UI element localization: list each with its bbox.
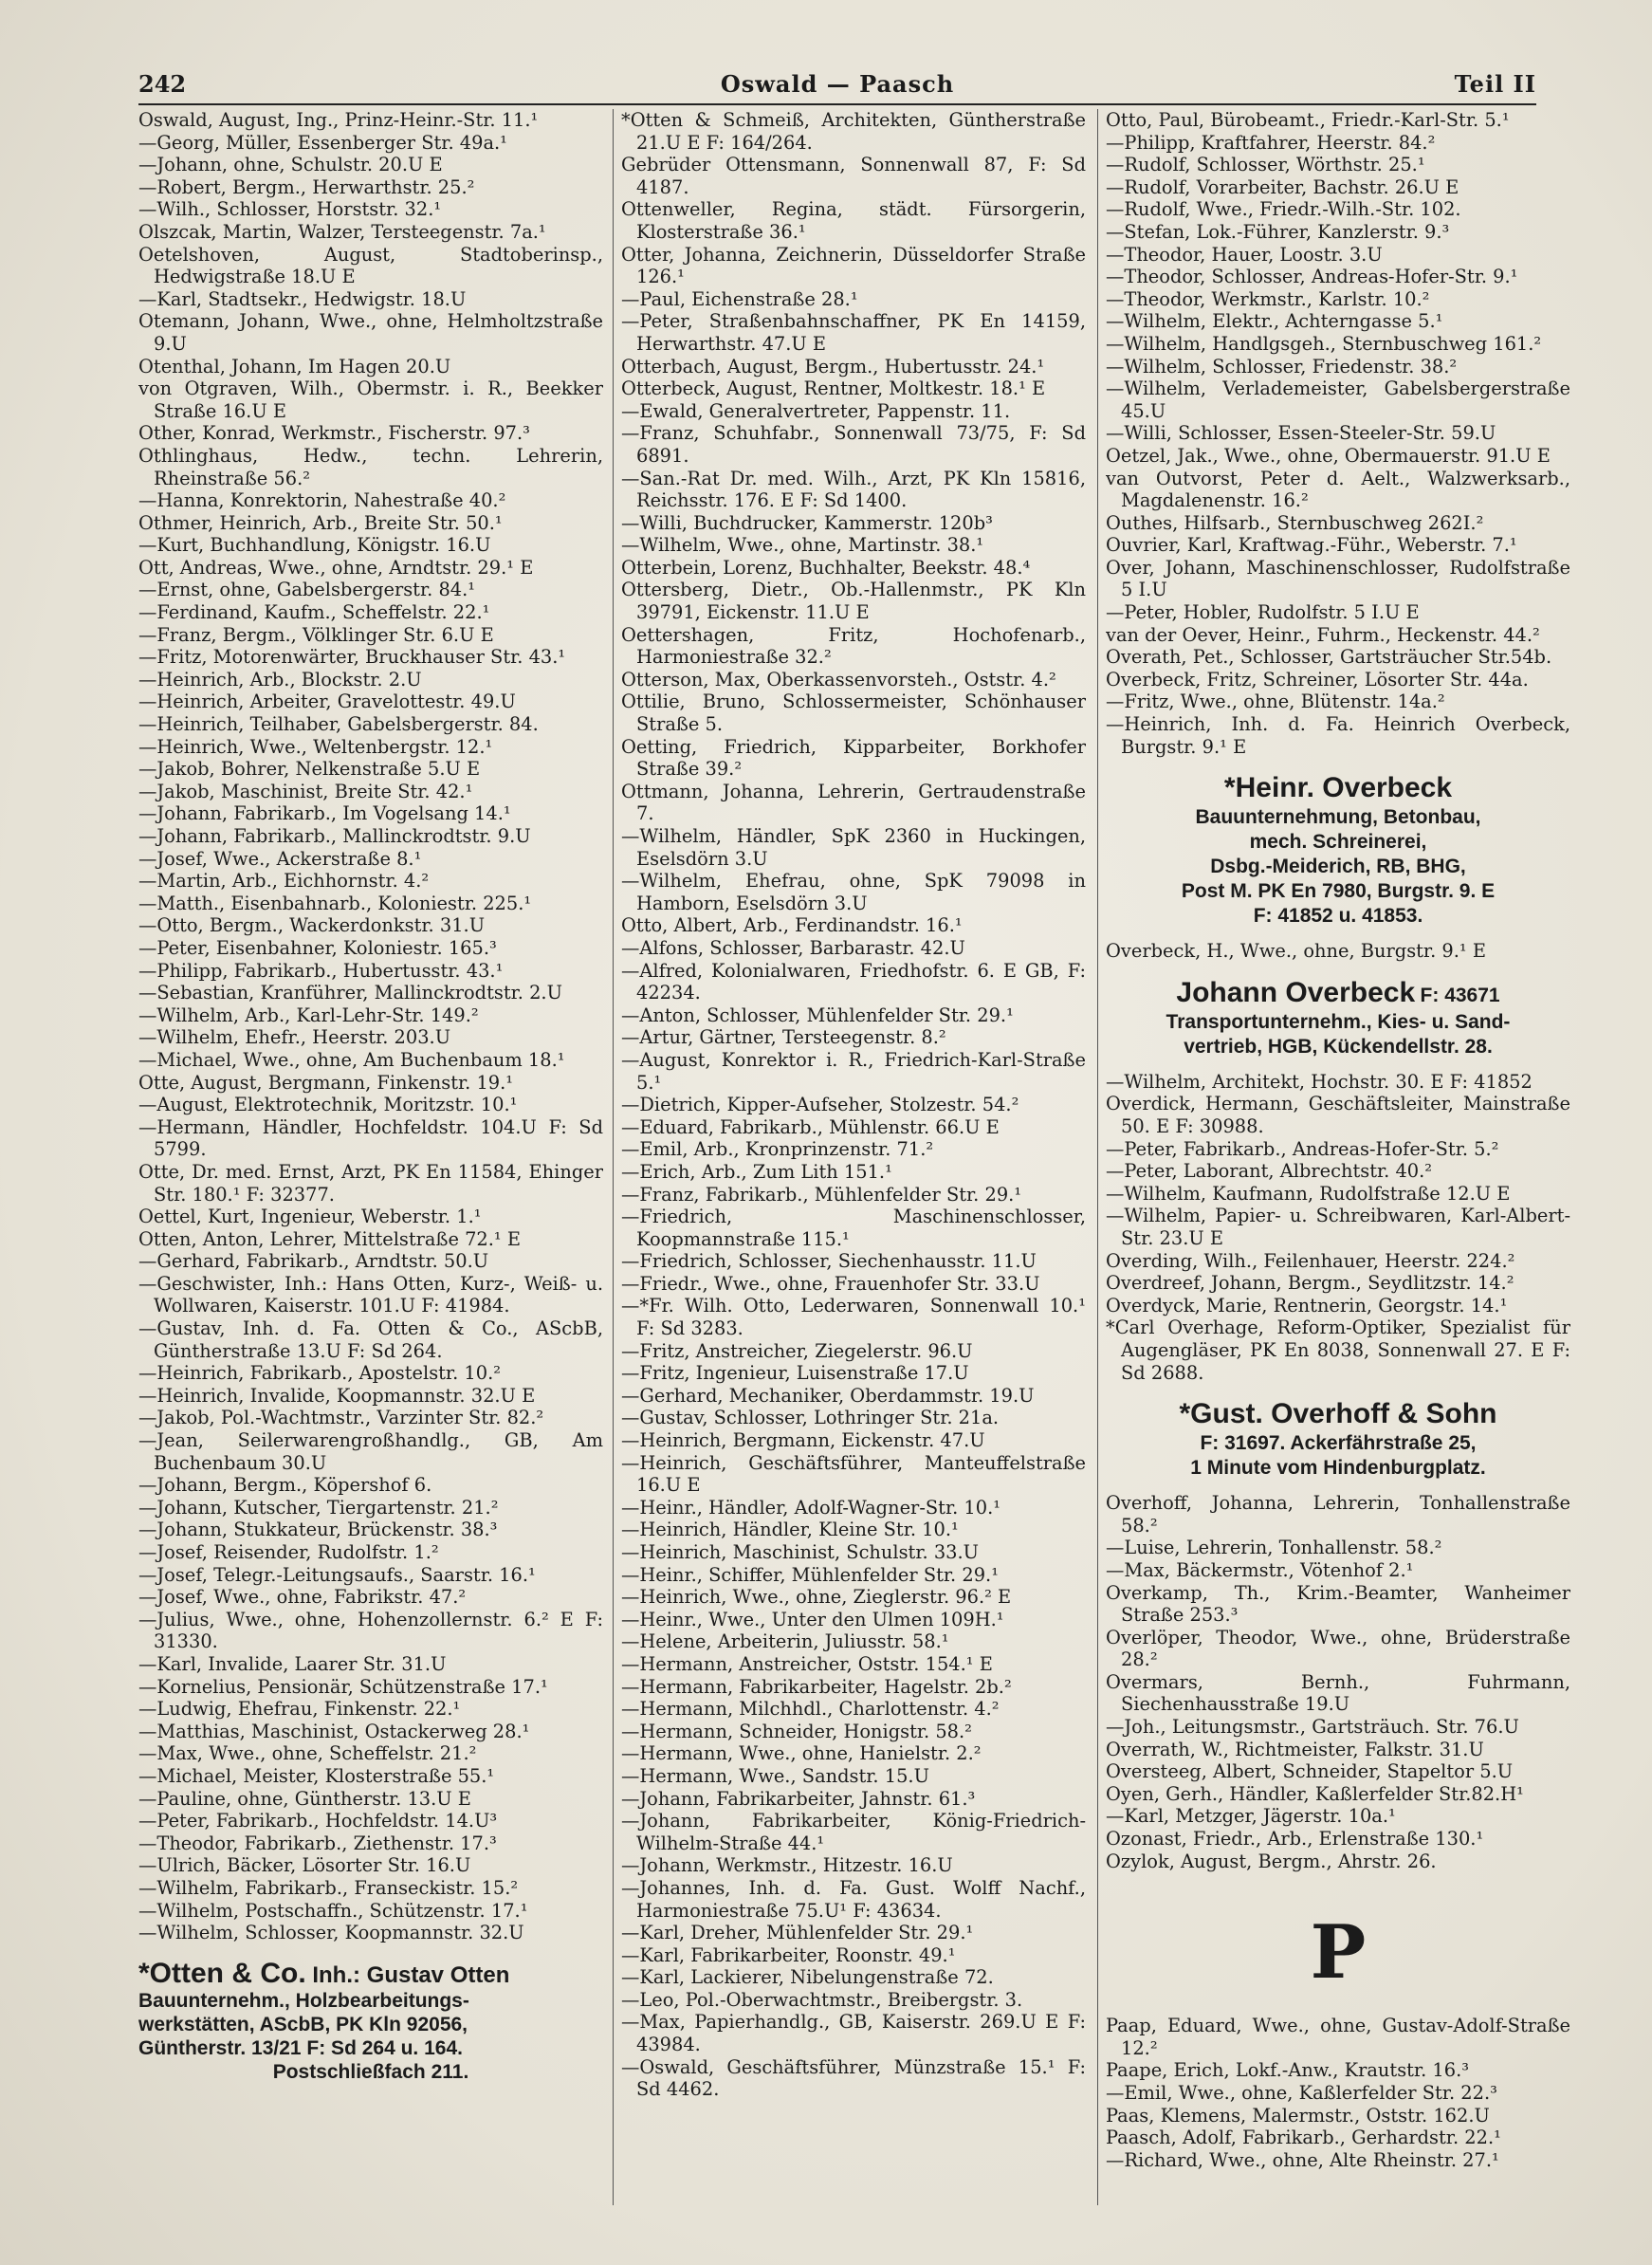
advert-line: werkstätten, AScbB, PK Kln 92056, xyxy=(138,2013,468,2035)
directory-entry: Ottilie, Bruno, Schlossermeister, Schönhauser Straße 5. xyxy=(621,691,1086,736)
directory-entry: —Heinrich, Invalide, Koopmannstr. 32.U E xyxy=(138,1384,536,1407)
directory-entry: Outhes, Hilfsarb., Sternbuschweg 262I.² xyxy=(1106,511,1484,534)
advert-line: F: 41852 u. 41853. xyxy=(1253,905,1423,928)
directory-entry: —Max, Wwe., ohne, Scheffelstr. 21.² xyxy=(138,1742,477,1765)
directory-entry: —Max, Bäckermstr., Vötenhof 2.¹ xyxy=(1106,1558,1414,1581)
directory-entry: —Gerhard, Mechaniker, Oberdammstr. 19.U xyxy=(621,1384,1035,1407)
directory-entry: —Peter, Eisenbahner, Koloniestr. 165.³ xyxy=(138,936,497,959)
directory-entry: —Josef, Reisender, Rudolfstr. 1.² xyxy=(138,1541,439,1563)
directory-entry: —Heinrich, Teilhaber, Gabelsbergerstr. 84. xyxy=(138,713,539,736)
directory-entry: —Robert, Bergm., Herwarthstr. 25.² xyxy=(138,175,475,198)
directory-entry: —Wilhelm, Ehefrau, ohne, SpK 79098 in Hamborn, Eselsdörn 3.U xyxy=(621,870,1086,914)
directory-entry: —Gustav, Schlosser, Lothringer Str. 21a. xyxy=(621,1407,1000,1429)
directory-entry: —Hermann, Händler, Hochfeldstr. 104.U F: Sd 5799. xyxy=(138,1115,603,1161)
advert-line: Bauunternehmung, Betonbau, xyxy=(1195,806,1481,829)
directory-entry: —Julius, Wwe., ohne, Hohenzollernstr. 6.² E F: 31330. xyxy=(138,1608,603,1653)
directory-entry: —Franz, Fabrikarb., Mühlenfelder Str. 29.¹ xyxy=(621,1183,1022,1206)
directory-entry: —Kornelius, Pensionär, Schützenstraße 17.¹ xyxy=(138,1675,548,1698)
advert-overhoff-sohn xyxy=(1106,1397,1570,1481)
directory-entry: —Luise, Lehrerin, Tonhallenstr. 58.² xyxy=(1106,1537,1442,1559)
directory-entry: Ottmann, Johanna, Lehrerin, Gertraudenstraße 7. xyxy=(621,780,1086,825)
directory-entry: —Helene, Arbeiterin, Juliusstr. 58.¹ xyxy=(621,1630,949,1653)
entry-list xyxy=(138,109,603,1944)
directory-entry: Paape, Erich, Lokf.-Anw., Krautstr. 16.³ xyxy=(1106,2059,1470,2082)
header-rule xyxy=(138,103,1536,105)
directory-entry: —Fritz, Anstreicher, Ziegelerstr. 96.U xyxy=(621,1339,973,1362)
directory-entry: —Friedrich, Maschinenschlosser, Koopmannstraße 115.¹ xyxy=(621,1206,1086,1250)
directory-entry: —Oswald, Geschäftsführer, Münzstraße 15.¹ F: Sd 4462. xyxy=(621,2055,1086,2101)
directory-entry: —Fritz, Motorenwärter, Bruckhauser Str. 43.¹ xyxy=(138,646,566,669)
directory-entry: Otten, Anton, Lehrer, Mittelstraße 72.¹ E xyxy=(138,1227,522,1250)
directory-entry: —Franz, Schuhfabr., Sonnenwall 73/75, F: Sd 6891. xyxy=(621,422,1086,467)
directory-entry: —Heinr., Schiffer, Mühlenfelder Str. 29.¹ xyxy=(621,1563,999,1586)
directory-entry: Overdick, Hermann, Geschäftsleiter, Mainstraße 50. E F: 30988. xyxy=(1106,1093,1570,1137)
directory-entry: —Theodor, Werkmstr., Karlstr. 10.² xyxy=(1106,287,1430,310)
directory-entry: —Friedrich, Schlosser, Siechenhausstr. 11.U xyxy=(621,1250,1037,1273)
directory-entry: van Outvorst, Peter d. Aelt., Walzwerksarb., Magdalenenstr. 16.² xyxy=(1106,467,1570,512)
directory-entry: —Wilhelm, Schlosser, Koopmannstr. 32.U xyxy=(138,1922,524,1944)
directory-entry: *Carl Overhage, Reform-Optiker, Spezialist für Augengläser, PK En 8038, Sonnenwall 27. E F: Sd 2688. xyxy=(1106,1317,1570,1384)
directory-entry: Overrath, W., Richtmeister, Falkstr. 31.U xyxy=(1106,1738,1484,1760)
directory-entry: —Peter, Straßenbahnschaffner, PK En 14159, Herwarthstr. 47.U E xyxy=(621,310,1086,355)
directory-entry: Overmars, Bernh., Fuhrmann, Siechenhausstraße 19.U xyxy=(1106,1670,1570,1716)
column-2 xyxy=(621,109,1086,2215)
directory-entry: —Wilhelm, Schlosser, Friedenstr. 38.² xyxy=(1106,355,1458,378)
directory-entry: Overdyck, Marie, Rentnerin, Georgstr. 14.¹ xyxy=(1106,1294,1508,1317)
advert-title: Johann Overbeck xyxy=(1176,976,1416,1008)
directory-entry: —Eduard, Fabrikarb., Mühlenstr. 66.U E xyxy=(621,1115,1000,1138)
directory-entry: Over, Johann, Maschinenschlosser, Rudolfstraße 5 I.U xyxy=(1106,556,1570,601)
directory-entry: —Heinrich, Wwe., Weltenbergstr. 12.¹ xyxy=(138,735,493,758)
directory-entry: —Pauline, ohne, Güntherstr. 13.U E xyxy=(138,1787,471,1810)
advert-line: 1 Minute vom Hindenburgplatz. xyxy=(1190,1457,1486,1480)
directory-entry: —Artur, Gärtner, Tersteegenstr. 8.² xyxy=(621,1026,946,1049)
column-divider xyxy=(1097,109,1098,2205)
directory-entry: —Anton, Schlosser, Mühlenfelder Str. 29.¹ xyxy=(621,1004,1014,1026)
page-number: 242 xyxy=(138,70,187,98)
advert-johann-overbeck xyxy=(1106,976,1570,1059)
directory-entry: Otter, Johanna, Zeichnerin, Düsseldorfer Straße 126.¹ xyxy=(621,243,1086,288)
directory-entry: —Peter, Laborant, Albrechtstr. 40.² xyxy=(1106,1160,1433,1183)
directory-entry: —Heinrich, Inh. d. Fa. Heinrich Overbeck, Burgstr. 9.¹ E xyxy=(1106,713,1570,758)
directory-entry: —Gustav, Inh. d. Fa. Otten & Co., AScbB, Güntherstraße 13.U F: Sd 264. xyxy=(138,1317,603,1362)
directory-entry: —Johann, Fabrikarb., Mallinckrodtstr. 9.U xyxy=(138,825,531,847)
directory-entry: —Heinr., Händler, Adolf-Wagner-Str. 10.¹ xyxy=(621,1496,1001,1519)
directory-entry: Otterbein, Lorenz, Buchhalter, Beekstr. 48.⁴ xyxy=(621,556,1031,579)
directory-entry: Overlöper, Theodor, Wwe., ohne, Brüderstraße 28.² xyxy=(1106,1626,1570,1671)
directory-entry: —Georg, Müller, Essenberger Str. 49a.¹ xyxy=(138,131,507,154)
directory-entry: —Johann, Bergm., Köpershof 6. xyxy=(138,1474,432,1497)
directory-entry: —Emil, Arb., Kronprinzenstr. 71.² xyxy=(621,1138,934,1161)
advert-line: vertrieb, HGB, Kückendellstr. 28. xyxy=(1184,1035,1493,1058)
advert-line: Güntherstr. 13/21 F: Sd 264 u. 164. xyxy=(138,2036,463,2059)
directory-entry: —Ludwig, Ehefrau, Finkenstr. 22.¹ xyxy=(138,1698,461,1721)
directory-entry: —Johann, Fabrikarbeiter, Jahnstr. 61.³ xyxy=(621,1787,976,1810)
directory-entry: —Karl, Lackierer, Nibelungenstraße 72. xyxy=(621,1966,994,1989)
directory-entry: —Wilhelm, Elektr., Achterngasse 5.¹ xyxy=(1106,310,1443,333)
directory-entry: van der Oever, Heinr., Fuhrm., Heckenstr. 44.² xyxy=(1106,623,1540,646)
directory-entry: *Otten & Schmeiß, Architekten, Güntherstraße 21.U E F: 164/264. xyxy=(621,109,1086,154)
directory-entry: —Johann, Fabrikarbeiter, König-Friedrich-Wilhelm-Straße 44.¹ xyxy=(621,1810,1086,1854)
directory-entry: —Stefan, Lok.-Führer, Kanzlerstr. 9.³ xyxy=(1106,220,1450,243)
advert-heinr-overbeck xyxy=(1106,771,1570,929)
header-range: Oswald — Paasch xyxy=(720,70,955,98)
directory-entry: —Wilh., Schlosser, Horststr. 32.¹ xyxy=(138,198,442,221)
directory-entry: —Jean, Seilerwarengroßhandlg., GB, Am Buchenbaum 30.U xyxy=(138,1429,603,1474)
directory-entry: Overding, Wilh., Feilenhauer, Heerstr. 224.² xyxy=(1106,1249,1515,1272)
advert-line: Transportunternehm., Kies- u. Sand- xyxy=(1166,1010,1511,1033)
directory-entry: —Alfred, Kolonialwaren, Friedhofstr. 6. E GB, F: 42234. xyxy=(621,959,1086,1004)
directory-entry: Overkamp, Th., Krim.-Beamter, Wanheimer Straße 253.³ xyxy=(1106,1581,1570,1627)
directory-entry: —Heinrich, Wwe., ohne, Zieglerstr. 96.² E xyxy=(621,1586,1012,1609)
directory-entry: —Ernst, ohne, Gabelsbergerstr. 84.¹ xyxy=(138,579,476,601)
directory-entry: Oswald, August, Ing., Prinz-Heinr.-Str. 11.¹ xyxy=(138,109,539,131)
directory-entry: —Heinrich, Fabrikarb., Apostelstr. 10.² xyxy=(138,1362,502,1385)
directory-entry: —Heinrich, Maschinist, Schulstr. 33.U xyxy=(621,1541,979,1563)
directory-entry: —Jakob, Maschinist, Breite Str. 42.¹ xyxy=(138,780,473,802)
directory-entry: —Hermann, Wwe., ohne, Hanielstr. 2.² xyxy=(621,1742,982,1765)
directory-entry: Othlinghaus, Hedw., techn. Lehrerin, Rheinstraße 56.² xyxy=(138,444,603,489)
directory-entry: —Hermann, Schneider, Honigstr. 58.² xyxy=(621,1720,972,1742)
advert-phone: F: 43671 xyxy=(1420,984,1500,1006)
directory-entry: —Fritz, Ingenieur, Luisenstraße 17.U xyxy=(621,1362,969,1385)
directory-entry: Overbeck, H., Wwe., ohne, Burgstr. 9.¹ E xyxy=(1106,940,1486,963)
directory-entry: —Fritz, Wwe., ohne, Blütenstr. 14a.² xyxy=(1106,691,1445,713)
entry-list xyxy=(621,109,1086,2101)
entry-list xyxy=(1106,1071,1570,1384)
directory-entry: —Karl, Fabrikarbeiter, Roonstr. 49.¹ xyxy=(621,1943,956,1966)
directory-entry: —Heinrich, Geschäftsführer, Manteuffelstraße 16.U E xyxy=(621,1451,1086,1497)
directory-entry: —Willi, Buchdrucker, Kammerstr. 120b³ xyxy=(621,511,993,534)
directory-entry: —Hanna, Konrektorin, Nahestraße 40.² xyxy=(138,489,506,512)
directory-entry: —San.-Rat Dr. med. Wilh., Arzt, PK Kln 15816, Reichsstr. 176. E F: Sd 1400. xyxy=(621,467,1086,512)
directory-entry: —Wilhelm, Händler, SpK 2360 in Huckingen, Eselsdörn 3.U xyxy=(621,825,1086,870)
directory-entry: —Rudolf, Wwe., Friedr.-Wilh.-Str. 102. xyxy=(1106,198,1461,221)
directory-entry: Ottenweller, Regina, städt. Fürsorgerin, Klosterstraße 36.¹ xyxy=(621,198,1086,243)
directory-entry: —Theodor, Hauer, Loostr. 3.U xyxy=(1106,243,1383,266)
entry-list xyxy=(1106,2015,1570,2171)
directory-entry: —Philipp, Kraftfahrer, Heerstr. 84.² xyxy=(1106,131,1436,154)
directory-entry: —Johannes, Inh. d. Fa. Gust. Wolff Nachf., Harmoniestraße 75.U¹ F: 43634. xyxy=(621,1876,1086,1922)
directory-entry: —Richard, Wwe., ohne, Alte Rheinstr. 27.¹ xyxy=(1106,2148,1499,2171)
directory-entry: —Hermann, Anstreicher, Oststr. 154.¹ E xyxy=(621,1652,993,1675)
directory-entry: —Wilhelm, Verlademeister, Gabelsbergerstraße 45.U xyxy=(1106,378,1570,422)
directory-entry: —Max, Papierhandlg., GB, Kaiserstr. 269.U E F: 43984. xyxy=(621,2011,1086,2056)
directory-entry: —Matthias, Maschinist, Ostackerweg 28.¹ xyxy=(138,1720,530,1742)
directory-entry: —Ferdinand, Kaufm., Scheffelstr. 22.¹ xyxy=(138,601,490,624)
directory-entry: —Martin, Arb., Eichhornstr. 4.² xyxy=(138,870,430,893)
directory-entry: —Peter, Fabrikarb., Andreas-Hofer-Str. 5.² xyxy=(1106,1137,1499,1160)
directory-entry: —Theodor, Fabrikarb., Ziethenstr. 17.³ xyxy=(138,1832,497,1854)
directory-entry: Otterson, Max, Oberkassenvorsteh., Oststr. 4.² xyxy=(621,668,1056,691)
directory-entry: —Wilhelm, Papier- u. Schreibwaren, Karl-Albert-Str. 23.U E xyxy=(1106,1205,1570,1249)
directory-entry: —Gerhard, Fabrikarb., Arndtstr. 50.U xyxy=(138,1250,489,1273)
directory-entry: —Wilhelm, Arb., Karl-Lehr-Str. 149.² xyxy=(138,1004,479,1026)
directory-entry: Overbeck, Fritz, Schreiner, Lösorter Str. 44a. xyxy=(1106,668,1529,691)
directory-entry: Ott, Andreas, Wwe., ohne, Arndtstr. 29.¹ E xyxy=(138,556,534,579)
directory-entry: —Theodor, Schlosser, Andreas-Hofer-Str. 9.¹ xyxy=(1106,266,1518,288)
directory-entry: —Ewald, Generalvertreter, Pappenstr. 11. xyxy=(621,399,1011,422)
directory-entry: —Matth., Eisenbahnarb., Koloniestr. 225.¹ xyxy=(138,892,532,914)
directory-entry: —Sebastian, Kranführer, Mallinckrodtstr. 2.U xyxy=(138,982,562,1004)
column-1 xyxy=(138,109,603,2215)
directory-entry: —Johann, Stukkateur, Brückenstr. 38.³ xyxy=(138,1519,498,1541)
directory-entry: Olszcak, Martin, Walzer, Tersteegenstr. 7a.¹ xyxy=(138,220,546,243)
advert-line: mech. Schreinerei, xyxy=(1249,831,1427,854)
directory-entry: —Johann, Kutscher, Tiergartenstr. 21.² xyxy=(138,1496,499,1519)
directory-entry: —Peter, Fabrikarb., Hochfeldstr. 14.U³ xyxy=(138,1810,498,1832)
directory-entry: —Franz, Bergm., Völklinger Str. 6.U E xyxy=(138,623,494,646)
directory-entry: Ottersberg, Dietr., Ob.-Hallenmstr., PK Kln 39791, Eickenstr. 11.U E xyxy=(621,579,1086,624)
directory-entry: —August, Konrektor i. R., Friedrich-Karl-Straße 5.¹ xyxy=(621,1048,1086,1094)
directory-entry: —Heinrich, Arbeiter, Gravelottestr. 49.U xyxy=(138,691,516,713)
directory-entry: —August, Elektrotechnik, Moritzstr. 10.¹ xyxy=(138,1094,518,1116)
directory-entry: Otterbach, August, Bergm., Hubertusstr. 24.¹ xyxy=(621,355,1045,378)
directory-entry: —Wilhelm, Postschaffn., Schützenstr. 17.¹ xyxy=(138,1899,528,1922)
directory-entry: Ouvrier, Karl, Kraftwag.-Führ., Weberstr. 7.¹ xyxy=(1106,534,1517,557)
directory-entry: —Philipp, Fabrikarb., Hubertusstr. 43.¹ xyxy=(138,959,504,982)
directory-entry: —Wilhelm, Fabrikarb., Franseckistr. 15.² xyxy=(138,1876,519,1899)
directory-entry: Ozonast, Friedr., Arb., Erlenstraße 130.¹ xyxy=(1106,1828,1484,1851)
directory-entry: —Dietrich, Kipper-Aufseher, Stolzestr. 54.² xyxy=(621,1094,1019,1116)
directory-entry: —Jakob, Pol.-Wachtmstr., Varzinter Str. 82.² xyxy=(138,1407,544,1429)
directory-entry: Ozylok, August, Bergm., Ahrstr. 26. xyxy=(1106,1850,1437,1872)
directory-entry: Oetelshoven, August, Stadtoberinsp., Hedwigstraße 18.U E xyxy=(138,243,603,288)
directory-entry: Oettershagen, Fritz, Hochofenarb., Harmoniestraße 32.² xyxy=(621,623,1086,669)
directory-entry: Otto, Albert, Arb., Ferdinandstr. 16.¹ xyxy=(621,914,963,937)
column-3 xyxy=(1106,109,1570,2215)
entry-list xyxy=(1106,940,1570,963)
directory-entry: Paap, Eduard, Wwe., ohne, Gustav-Adolf-Straße 12.² xyxy=(1106,2015,1570,2059)
entry-list xyxy=(1106,1492,1570,1872)
directory-entry: Otto, Paul, Bürobeamt., Friedr.-Karl-Str. 5.¹ xyxy=(1106,109,1510,131)
advert-title: *Gust. Overhoff & Sohn xyxy=(1179,1398,1497,1430)
directory-entry: —Peter, Hobler, Rudolfstr. 5 I.U E xyxy=(1106,601,1420,624)
directory-entry: —Heinrich, Bergmann, Eickenstr. 47.U xyxy=(621,1429,985,1452)
directory-entry: —Hermann, Wwe., Sandstr. 15.U xyxy=(621,1764,929,1787)
directory-entry: —*Fr. Wilh. Otto, Lederwaren, Sonnenwall 10.¹ F: Sd 3283. xyxy=(621,1295,1086,1340)
directory-entry: —Johann, ohne, Schulstr. 20.U E xyxy=(138,154,443,176)
directory-entry: Oetting, Friedrich, Kipparbeiter, Borkhofer Straße 39.² xyxy=(621,735,1086,781)
directory-entry: —Michael, Meister, Klosterstraße 55.¹ xyxy=(138,1764,495,1787)
directory-entry: —Kurt, Buchhandlung, Königstr. 16.U xyxy=(138,534,491,557)
directory-entry: Otterbeck, August, Rentner, Moltkestr. 18.¹ E xyxy=(621,378,1046,400)
directory-entry: Oettel, Kurt, Ingenieur, Weberstr. 1.¹ xyxy=(138,1206,482,1228)
directory-entry: —Joh., Leitungsmstr., Gartsträuch. Str. 76.U xyxy=(1106,1716,1519,1739)
directory-entry: —Hermann, Fabrikarbeiter, Hagelstr. 2b.² xyxy=(621,1675,1012,1698)
directory-entry: —Wilhelm, Ehefr., Heerstr. 203.U xyxy=(138,1026,451,1049)
page-header xyxy=(138,64,1536,108)
directory-entry: —Ulrich, Bäcker, Lösorter Str. 16.U xyxy=(138,1854,471,1877)
advert-name: *Otten & Co. xyxy=(138,1957,306,1989)
advert-line: Postschließfach 211. xyxy=(272,2060,469,2083)
directory-entry: —Leo, Pol.-Oberwachtmstr., Breibergstr. 3. xyxy=(621,1988,1023,2011)
directory-entry: —Rudolf, Vorarbeiter, Bachstr. 26.U E xyxy=(1106,175,1459,198)
directory-entry: —Josef, Wwe., ohne, Fabrikstr. 47.² xyxy=(138,1586,467,1609)
directory-entry: Gebrüder Ottensmann, Sonnenwall 87, F: Sd 4187. xyxy=(621,154,1086,198)
advert-line: Bauunternehm., Holzbearbeitungs- xyxy=(138,1989,469,2012)
directory-entry: —Karl, Metzger, Jägerstr. 10a.¹ xyxy=(1106,1805,1396,1828)
advert-otten-co xyxy=(138,1957,603,2084)
directory-entry: —Josef, Wwe., Ackerstraße 8.¹ xyxy=(138,847,422,870)
directory-entry: —Karl, Invalide, Laarer Str. 31.U xyxy=(138,1652,447,1675)
directory-entry: —Erich, Arb., Zum Lith 151.¹ xyxy=(621,1160,892,1183)
directory-entry: —Heinrich, Händler, Kleine Str. 10.¹ xyxy=(621,1519,959,1541)
entry-list xyxy=(1106,109,1570,758)
directory-entry: —Johann, Werkmstr., Hitzestr. 16.U xyxy=(621,1854,953,1877)
directory-entry: —Willi, Schlosser, Essen-Steeler-Str. 59.U xyxy=(1106,422,1496,445)
directory-entry: —Michael, Wwe., ohne, Am Buchenbaum 18.¹ xyxy=(138,1048,565,1071)
directory-entry: —Wilhelm, Architekt, Hochstr. 30. E F: 41852 xyxy=(1106,1070,1533,1093)
directory-entry: —Johann, Fabrikarb., Im Vogelsang 14.¹ xyxy=(138,802,511,825)
directory-entry: Othmer, Heinrich, Arb., Breite Str. 50.¹ xyxy=(138,511,503,534)
section-letter: P xyxy=(1310,1909,1367,1997)
directory-entry: Otte, August, Bergmann, Finkenstr. 19.¹ xyxy=(138,1071,514,1094)
directory-entry: —Paul, Eichenstraße 28.¹ xyxy=(621,287,858,310)
directory-entry: Overdreef, Johann, Bergm., Seydlitzstr. 14.² xyxy=(1106,1272,1514,1295)
directory-entry: —Heinr., Wwe., Unter den Ulmen 109H.¹ xyxy=(621,1608,1004,1630)
directory-entry: Otenthal, Johann, Im Hagen 20.U xyxy=(138,355,451,378)
directory-entry: Oyen, Gerh., Händler, Kaßlerfelder Str.82.H¹ xyxy=(1106,1782,1524,1805)
directory-entry: Overath, Pet., Schlosser, Gartsträucher Str.54b. xyxy=(1106,646,1552,669)
directory-entry: —Karl, Dreher, Mühlenfelder Str. 29.¹ xyxy=(621,1922,974,1944)
directory-entry: Paas, Klemens, Malermstr., Oststr. 162.U xyxy=(1106,2104,1490,2127)
directory-entry: —Friedr., Wwe., ohne, Frauenhofer Str. 33.U xyxy=(621,1272,1040,1295)
directory-entry: —Geschwister, Inh.: Hans Otten, Kurz-, Weiß- u. Wollwaren, Kaiserstr. 101.U F: 41984. xyxy=(138,1272,603,1317)
advert-owner: Inh.: Gustav Otten xyxy=(312,1961,510,1988)
header-section: Teil II xyxy=(1454,70,1536,98)
directory-entry: —Emil, Wwe., ohne, Kaßlerfelder Str. 22.³ xyxy=(1106,2082,1497,2104)
directory-entry: Otte, Dr. med. Ernst, Arzt, PK En 11584, Ehinger Str. 180.¹ F: 32377. xyxy=(138,1160,603,1206)
directory-entry: —Jakob, Bohrer, Nelkenstraße 5.U E xyxy=(138,758,481,781)
directory-entry: Oetzel, Jak., Wwe., ohne, Obermauerstr. 91.U E xyxy=(1106,444,1551,467)
directory-entry: Overhoff, Johanna, Lehrerin, Tonhallenstraße 58.² xyxy=(1106,1492,1570,1537)
directory-entry: —Wilhelm, Kaufmann, Rudolfstraße 12.U E xyxy=(1106,1182,1511,1205)
advert-line: Dsbg.-Meiderich, RB, BHG, xyxy=(1210,856,1466,878)
directory-entry: Oversteeg, Albert, Schneider, Stapeltor 5.U xyxy=(1106,1760,1514,1783)
directory-entry: —Josef, Telegr.-Leitungsaufs., Saarstr. 16.¹ xyxy=(138,1563,536,1586)
directory-entry: —Hermann, Milchhdl., Charlottenstr. 4.² xyxy=(621,1698,1000,1721)
directory-entry: —Alfons, Schlosser, Barbarastr. 42.U xyxy=(621,936,965,959)
directory-entry: —Wilhelm, Handlgsgeh., Sternbuschweg 161.² xyxy=(1106,332,1542,355)
advert-line: Post M. PK En 7980, Burgstr. 9. E xyxy=(1181,880,1496,903)
directory-entry: —Otto, Bergm., Wackerdonkstr. 31.U xyxy=(138,914,486,937)
directory-entry: —Heinrich, Arb., Blockstr. 2.U xyxy=(138,668,422,691)
directory-entry: Other, Konrad, Werkmstr., Fischerstr. 97.³ xyxy=(138,422,530,445)
advert-title: *Heinr. Overbeck xyxy=(1223,772,1453,804)
directory-entry: —Karl, Stadtsekr., Hedwigstr. 18.U xyxy=(138,287,467,310)
directory-entry: Paasch, Adolf, Fabrikarb., Gerhardstr. 22.¹ xyxy=(1106,2127,1501,2149)
column-divider xyxy=(613,109,614,2205)
directory-entry: Otemann, Johann, Wwe., ohne, Helmholtzstraße 9.U xyxy=(138,310,603,355)
directory-entry: —Rudolf, Schlosser, Wörthstr. 25.¹ xyxy=(1106,154,1425,176)
advert-line: F: 31697. Ackerfährstraße 25, xyxy=(1200,1432,1477,1455)
directory-entry: von Otgraven, Wilh., Obermstr. i. R., Beekker Straße 16.U E xyxy=(138,378,603,422)
directory-entry: —Wilhelm, Wwe., ohne, Martinstr. 38.¹ xyxy=(621,534,984,557)
